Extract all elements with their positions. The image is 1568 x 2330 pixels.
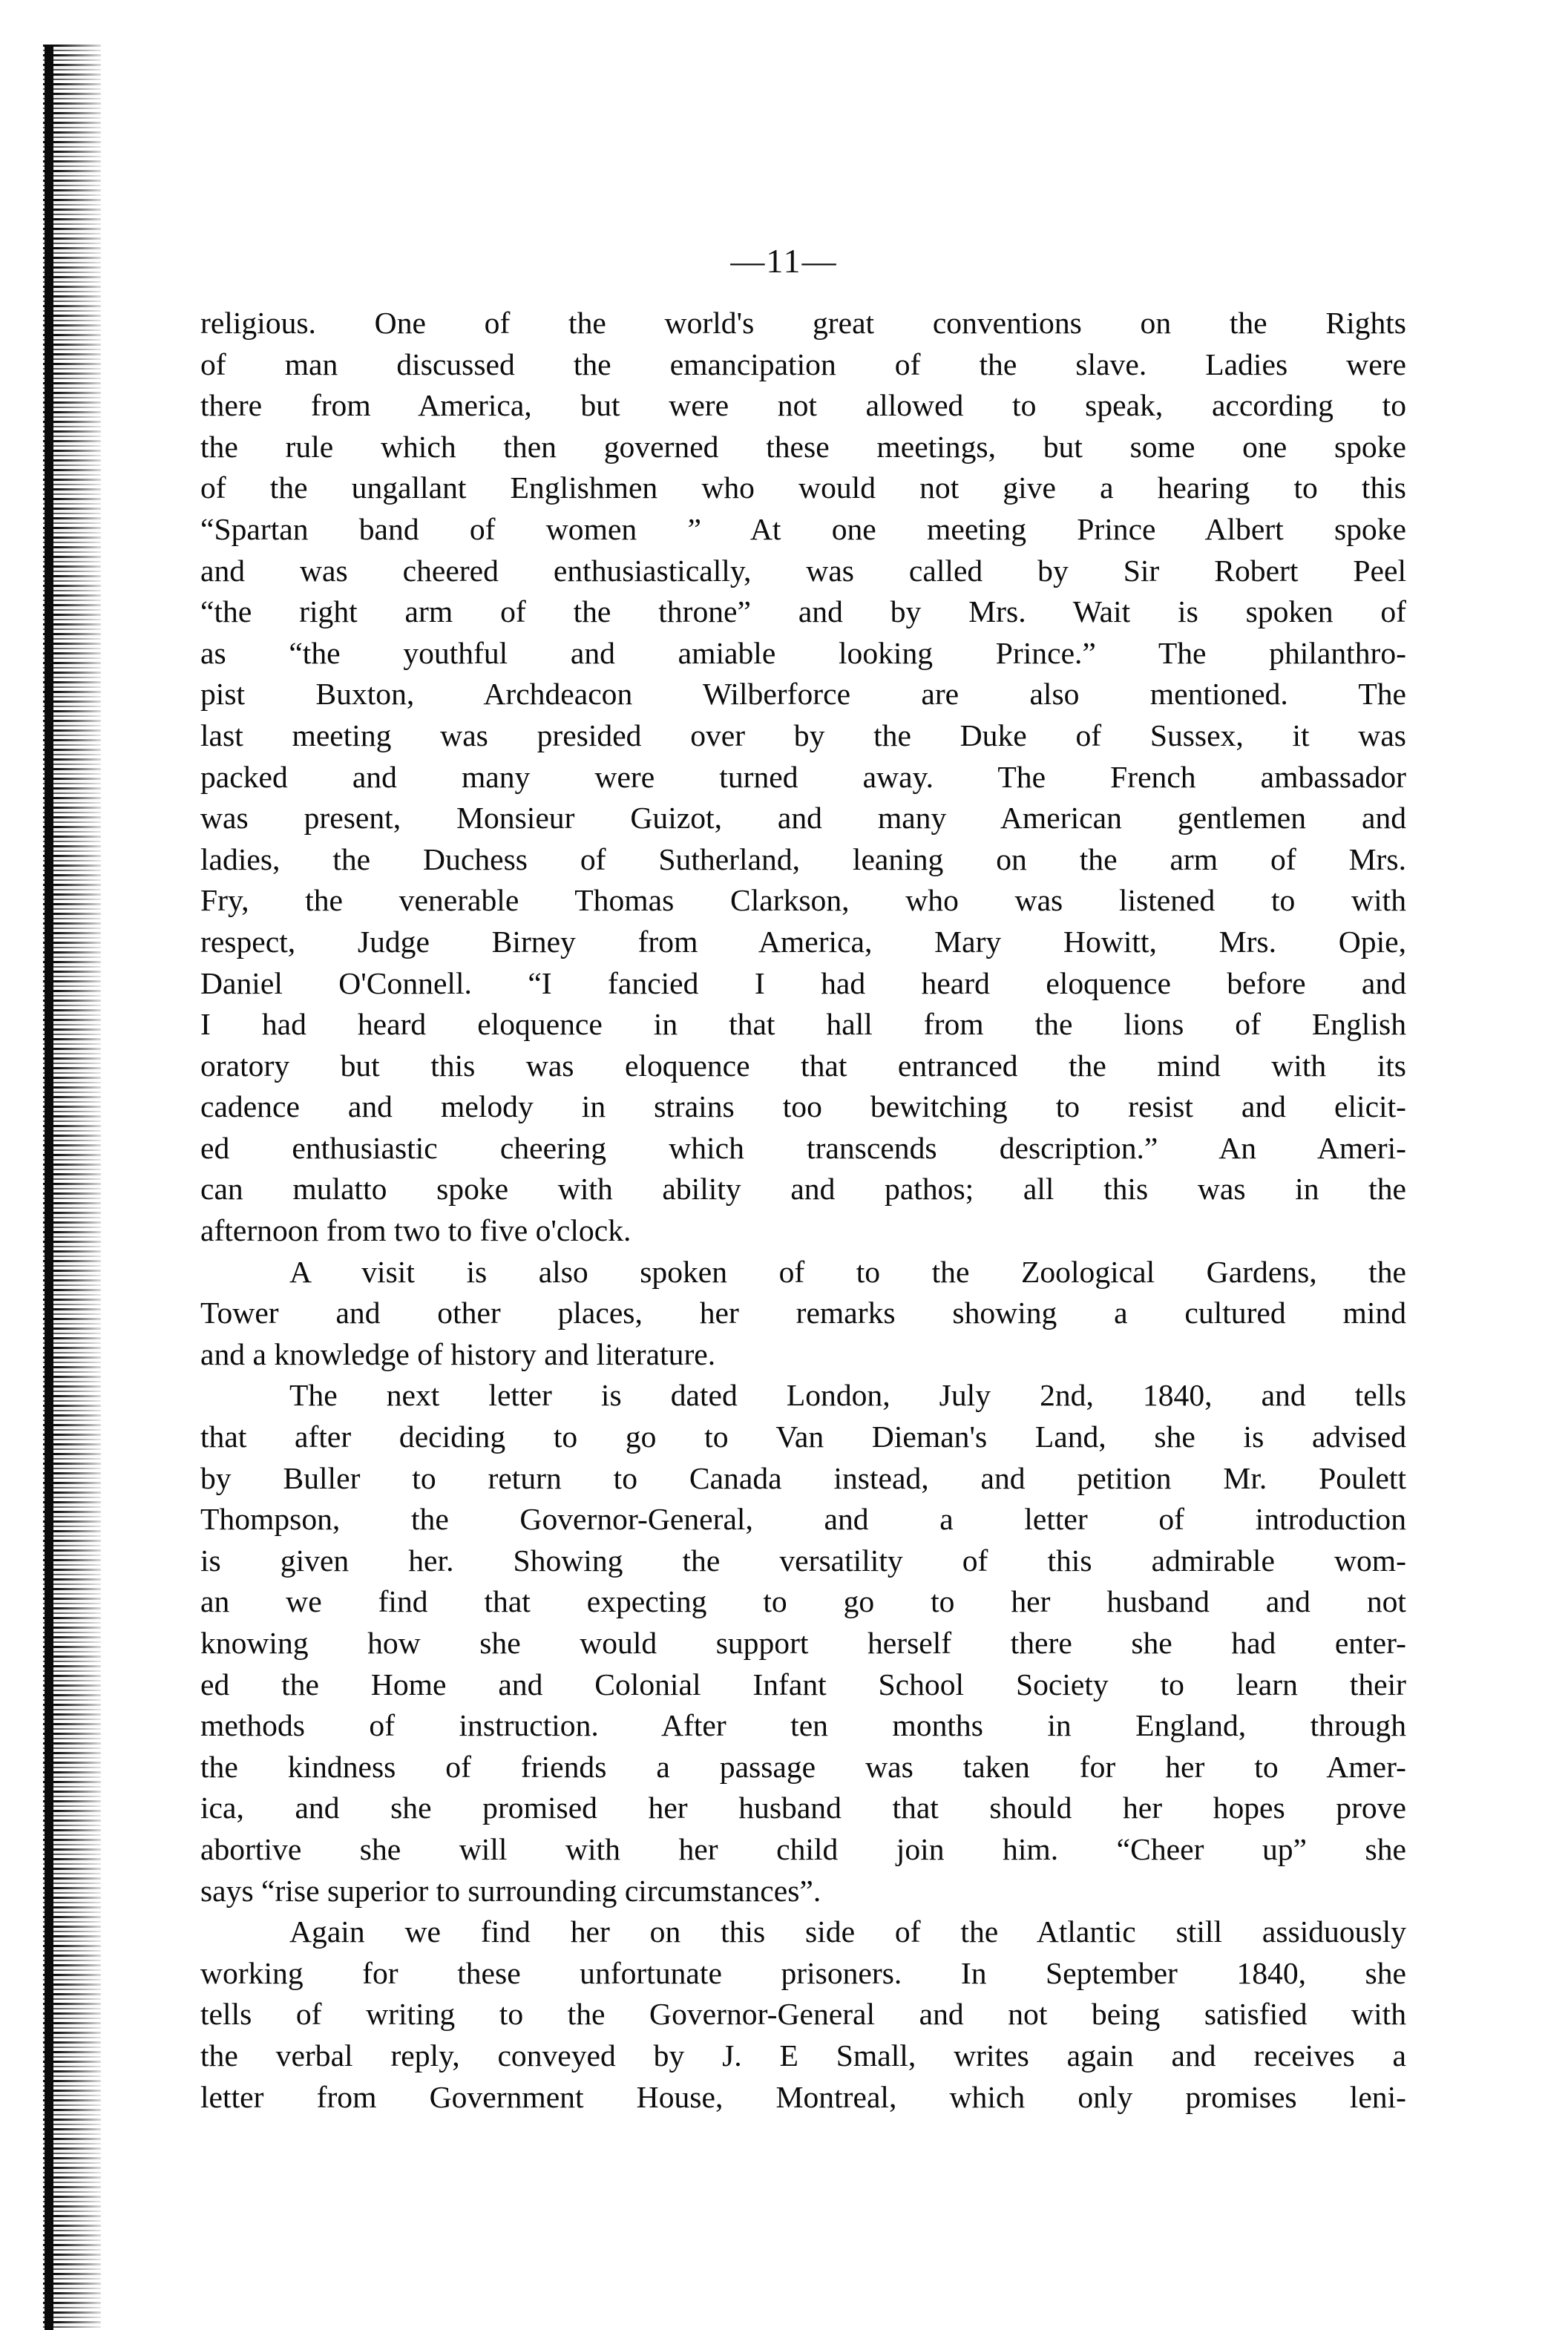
text-line: the rule which then governed these meetings, but some one spoke <box>200 429 1406 464</box>
text-line: the verbal reply, conveyed by J. E Small, writes again and receives a <box>200 2038 1406 2073</box>
text-line: religious. One of the world's great conventions on the Rights <box>200 306 1406 340</box>
text-line: of man discussed the emancipation of the slave. Ladies were <box>200 347 1406 381</box>
text-line: there from America, but were not allowed to speak, according to <box>200 388 1406 423</box>
text-line: methods of instruction. After ten months in England, through <box>200 1708 1406 1743</box>
text-line: working for these unfortunate prisoners. In September 1840, she <box>200 1955 1406 1990</box>
text-line: Thompson, the Governor-General, and a letter of introduction <box>200 1502 1406 1537</box>
text-line: and was cheered enthusiastically, was called by Sir Robert Peel <box>200 553 1406 588</box>
text-line: respect, Judge Birney from America, Mary Howitt, Mrs. Opie, <box>200 924 1406 959</box>
body-text <box>200 303 1406 2118</box>
text-line: Tower and other places, her remarks showing a cultured mind <box>200 1296 1406 1330</box>
text-line: of the ungallant Englishmen who would not give a hearing to this <box>200 470 1406 505</box>
text-line: that after deciding to go to Van Dieman's Land, she is advised <box>200 1420 1406 1454</box>
scanned-page-edge <box>43 45 101 2330</box>
text-line: ed the Home and Colonial Infant School Society to learn their <box>200 1667 1406 1701</box>
text-line: knowing how she would support herself there she had enter- <box>200 1626 1406 1660</box>
text-line: cadence and melody in strains too bewitching to resist and elicit- <box>200 1089 1406 1124</box>
text-line: by Buller to return to Canada instead, and petition Mr. Poulett <box>200 1460 1406 1495</box>
text-line: an we find that expecting to go to her husband and not <box>200 1584 1406 1619</box>
text-line: tells of writing to the Governor-General and not being satisfied with <box>200 1997 1406 2032</box>
page-number: —11— <box>730 242 838 280</box>
text-line: last meeting was presided over by the Duke of Sussex, it was <box>200 718 1406 752</box>
text-line: the kindness of friends a passage was taken for her to Amer- <box>200 1749 1406 1784</box>
text-line: Again we find her on this side of the Atlantic still assiduously <box>289 1914 1406 1949</box>
text-line: Daniel O'Connell. “I fancied I had heard eloquence before and <box>200 965 1406 1000</box>
text-line: abortive she will with her child join him. “Cheer up” she <box>200 1831 1406 1866</box>
text-line: The next letter is dated London, July 2nd, 1840, and tells <box>289 1378 1406 1413</box>
text-line: I had heard eloquence in that hall from the lions of English <box>200 1007 1406 1042</box>
text-line: ladies, the Duchess of Sutherland, leaning on the arm of Mrs. <box>200 841 1406 876</box>
text-line: says “rise superior to surrounding circumstances”. <box>200 1873 821 1908</box>
text-line: as “the youthful and amiable looking Prince.” The philanthro- <box>200 635 1406 670</box>
text-line: can mulatto spoke with ability and pathos; all this was in the <box>200 1172 1406 1207</box>
text-line: packed and many were turned away. The French ambassador <box>200 759 1406 794</box>
text-line: “Spartan band of women ” At one meeting Prince Albert spoke <box>200 511 1406 546</box>
text-line: and a knowledge of history and literature. <box>200 1336 716 1371</box>
text-line: letter from Government House, Montreal, which only promises leni- <box>200 2079 1406 2114</box>
text-line: “the right arm of the throne” and by Mrs. Wait is spoken of <box>200 594 1406 629</box>
text-line: is given her. Showing the versatility of this admirable wom- <box>200 1543 1406 1578</box>
text-line: was present, Monsieur Guizot, and many American gentlemen and <box>200 801 1406 836</box>
text-line: ica, and she promised her husband that should her hopes prove <box>200 1791 1406 1825</box>
text-line: afternoon from two to five o'clock. <box>200 1213 632 1248</box>
text-line: ed enthusiastic cheering which transcends description.” An Ameri- <box>200 1130 1406 1165</box>
text-line: oratory but this was eloquence that entranced the mind with its <box>200 1048 1406 1083</box>
text-line: A visit is also spoken of to the Zoological Gardens, the <box>289 1254 1406 1289</box>
text-line: pist Buxton, Archdeacon Wilberforce are also mentioned. The <box>200 677 1406 712</box>
text-line: Fry, the venerable Thomas Clarkson, who was listened to with <box>200 883 1406 918</box>
